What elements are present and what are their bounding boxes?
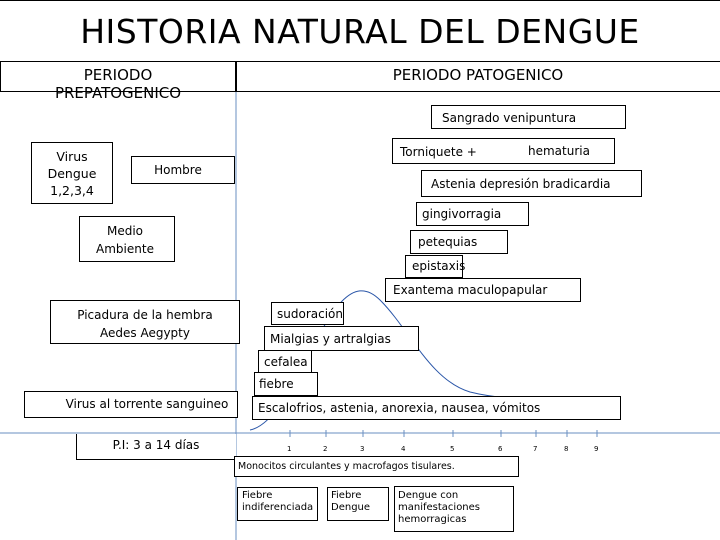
dengue-hemorragico-label: Dengue con manifestaciones hemorragicas [398, 490, 481, 525]
petequias-label: petequias [418, 235, 478, 249]
period-prepatogenic-label: PERIODO PREPATOGENICO [54, 66, 182, 102]
virus-dengue-label: Virus Dengue 1,2,3,4 [47, 149, 97, 198]
page-title: HISTORIA NATURAL DEL DENGUE [0, 0, 720, 62]
axis-tick-label: 7 [533, 445, 538, 453]
period-patogenic-label: PERIODO PATOGENICO [392, 66, 564, 84]
picadura-label: Picadura de la hembra Aedes Aegypty [77, 308, 213, 340]
axis-tick-label: 4 [401, 445, 406, 453]
axis-tick-label: 6 [498, 445, 503, 453]
monocitos-label: Monocitos circulantes y macrofagos tisulares. [238, 461, 455, 472]
torrente-label: Virus al torrente sanguineo [65, 397, 229, 411]
exantema-label: Exantema maculopapular [393, 283, 548, 297]
mialgias-label: Mialgias y artralgias [270, 332, 391, 346]
fiebre-indiferenciada-label: Fiebre indiferenciada [242, 490, 314, 513]
cefalea-label: cefalea [264, 355, 308, 369]
axis-tick-label: 8 [564, 445, 569, 453]
fiebre-label: fiebre [259, 377, 294, 391]
axis-tick-label: 9 [594, 445, 599, 453]
axis-tick-label: 3 [360, 445, 365, 453]
epistaxis-label: epistaxis [412, 259, 466, 273]
gingivorragia-label: gingivorragia [422, 207, 502, 221]
escalofrios-label: Escalofrios, astenia, anorexia, nausea, vómitos [258, 401, 541, 415]
astenia-label: Astenia depresión bradicardia [431, 177, 611, 191]
hematuria-label: hematuria [528, 144, 590, 158]
hombre-label: Hombre [154, 163, 202, 177]
axis-tick-label: 2 [323, 445, 328, 453]
sangrado-label: Sangrado venipuntura [442, 111, 577, 125]
medio-ambiente-label: Medio Ambiente [96, 224, 154, 256]
torniquete-label: Torniquete + [400, 145, 477, 159]
axis-tick-label: 5 [450, 445, 455, 453]
fiebre-dengue-label: Fiebre Dengue [331, 490, 371, 513]
pi-label: P.I: 3 a 14 días [112, 438, 200, 452]
axis-tick-label: 1 [287, 445, 292, 453]
sudoracion-label: sudoración [277, 307, 343, 321]
